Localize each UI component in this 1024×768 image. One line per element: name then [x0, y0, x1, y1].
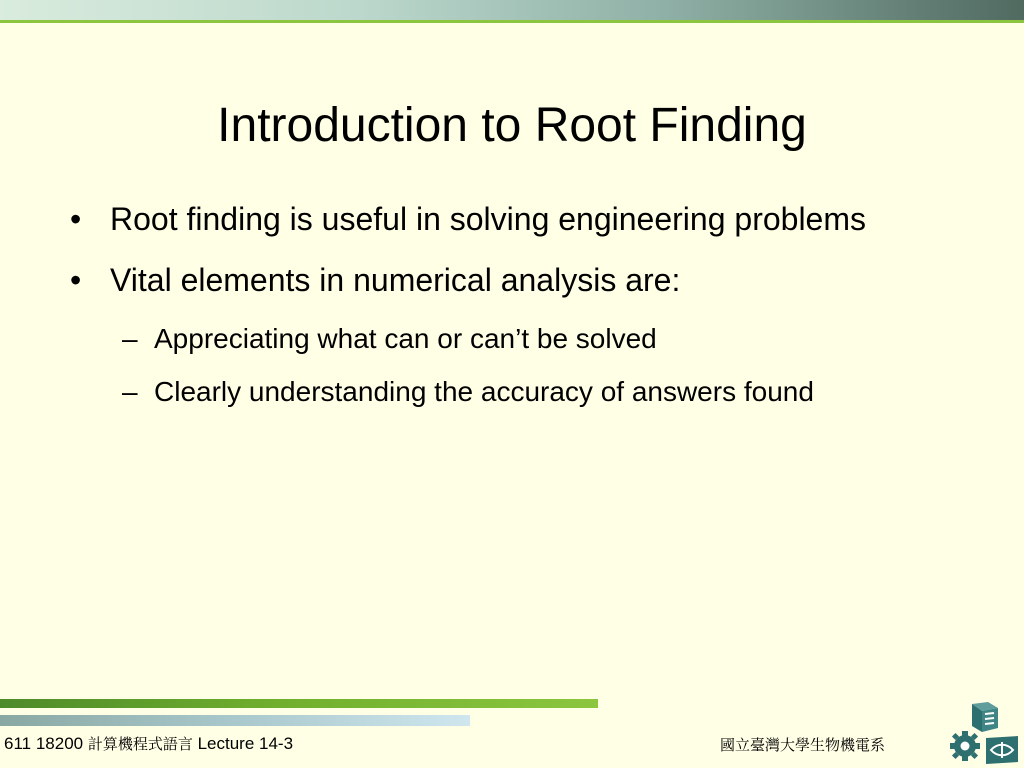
sub-bullet-item [70, 318, 950, 359]
bullet-item [70, 257, 950, 304]
course-name: 計算機程式語言 [87, 735, 193, 753]
sub-bullet-text: Clearly understanding the accuracy of answers found [154, 376, 814, 407]
footer-course-info [4, 732, 293, 756]
footer-green-bar [0, 699, 598, 708]
sub-bullet-item [70, 371, 950, 412]
bullet-text: Root finding is useful in solving engineering problems [110, 201, 866, 237]
slide-body [70, 196, 950, 424]
top-gradient-band [0, 0, 1024, 20]
lecture-label: Lecture 14-3 [197, 734, 294, 753]
bullet-text: Vital elements in numerical analysis are: [110, 262, 681, 298]
bullet-item [70, 196, 950, 243]
top-accent-line [0, 20, 1024, 23]
course-number: 611 18200 [4, 734, 84, 753]
sub-bullet-text: Appreciating what can or can’t be solved [154, 323, 657, 354]
sub-bullet-marker: – [122, 376, 138, 407]
footer-blue-bar [0, 715, 470, 726]
department-gear-logo-icon [950, 702, 1020, 766]
bullet-marker: • [70, 201, 82, 237]
department-name: 國立臺灣大學生物機電系 [720, 736, 886, 754]
sub-bullet-marker: – [122, 323, 138, 354]
slide-title: Introduction to Root Finding [217, 99, 807, 152]
bullet-marker: • [70, 262, 82, 298]
